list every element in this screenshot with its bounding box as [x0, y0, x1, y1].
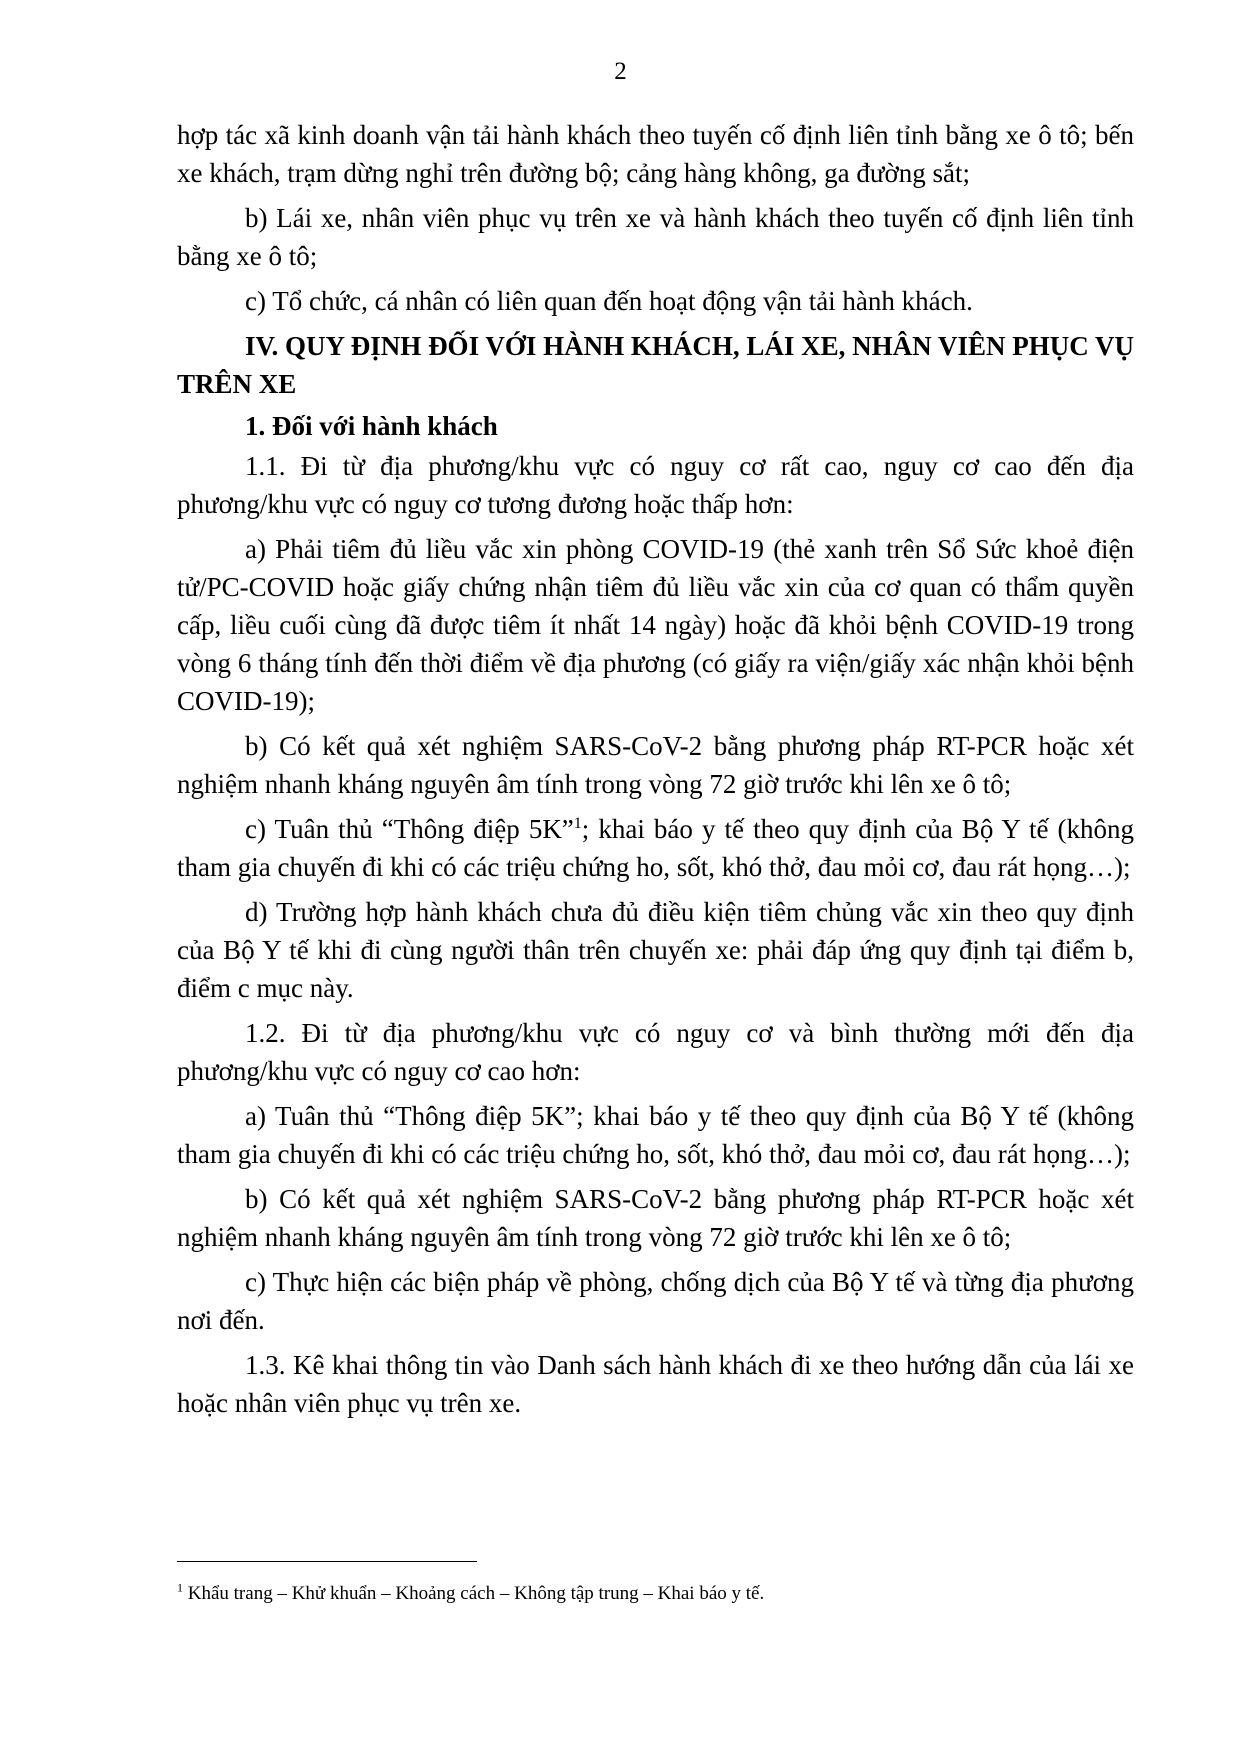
paragraph: b) Có kết quả xét nghiệm SARS-CoV-2 bằng phương pháp RT-PCR hoặc xét nghiệm nhanh kháng nguyên âm tính trong vòng 72 giờ trước khi lên xe ô tô; — [177, 731, 1134, 799]
paragraph: 1.3. Kê khai thông tin vào Danh sách hành khách đi xe theo hướng dẫn của lái xe hoặc nhân viên phục vụ trên xe. — [177, 1350, 1134, 1418]
paragraph: 1.2. Đi từ địa phương/khu vực có nguy cơ và bình thường mới đến địa phương/khu vực có nguy cơ cao hơn: — [177, 1018, 1134, 1086]
paragraph-text: c) Tuân thủ “Thông điệp 5K” — [245, 814, 574, 844]
subsection-heading-1: 1. Đối với hành khách — [245, 411, 498, 441]
paragraph: a) Tuân thủ “Thông điệp 5K”; khai báo y tế theo quy định của Bộ Y tế (không tham gia chuyến đi khi có các triệu chứng ho, sốt, khó thở, đau mỏi cơ, đau rát họng…); — [177, 1101, 1134, 1169]
paragraph: c) Thực hiện các biện pháp về phòng, chống dịch của Bộ Y tế và từng địa phương nơi đến. — [177, 1267, 1134, 1335]
paragraph-text: ; khai báo y tế theo quy định của Bộ Y tế (không tham gia chuyến đi khi có các triệu chứng ho, sốt, khó thở, đau mỏi cơ, đau rát họng…); — [177, 814, 1134, 882]
document-body — [177, 116, 1134, 1429]
paragraph: c) Tổ chức, cá nhân có liên quan đến hoạt động vận tải hành khách. — [245, 286, 973, 316]
footnote-mark: 1 — [177, 1580, 183, 1595]
page-number: 2 — [614, 58, 627, 85]
paragraph: d) Trường hợp hành khách chưa đủ điều kiện tiêm chủng vắc xin theo quy định của Bộ Y tế khi đi cùng người thân trên chuyến xe: phải đáp ứng quy định tại điểm b, điểm c mục này. — [177, 897, 1134, 1003]
paragraph — [177, 810, 1134, 886]
section-heading-iv: IV. QUY ĐỊNH ĐỐI VỚI HÀNH KHÁCH, LÁI XE, NHÂN VIÊN PHỤC VỤ TRÊN XE — [177, 331, 1134, 399]
paragraph: hợp tác xã kinh doanh vận tải hành khách theo tuyến cố định liên tỉnh bằng xe ô tô; bến xe khách, trạm dừng nghỉ trên đường bộ; cảng hàng không, ga đường sắt; — [177, 120, 1134, 188]
paragraph: b) Có kết quả xét nghiệm SARS-CoV-2 bằng phương pháp RT-PCR hoặc xét nghiệm nhanh kháng nguyên âm tính trong vòng 72 giờ trước khi lên xe ô tô; — [177, 1184, 1134, 1252]
footnote-reference: 1 — [573, 815, 582, 832]
footnote-separator — [177, 1561, 477, 1562]
paragraph: b) Lái xe, nhân viên phục vụ trên xe và hành khách theo tuyến cố định liên tỉnh bằng xe ô tô; — [177, 203, 1134, 271]
footnote-text: Khẩu trang – Khử khuẩn – Khoảng cách – Không tập trung – Khai báo y tế. — [183, 1583, 765, 1604]
footnote — [177, 1582, 1134, 1606]
paragraph: a) Phải tiêm đủ liều vắc xin phòng COVID-19 (thẻ xanh trên Sổ Sức khoẻ điện tử/PC-COVID hoặc giấy chứng nhận tiêm đủ liều vắc xin của cơ quan có thẩm quyền cấp, liều cuối cùng đã được tiêm ít nhất 14 ngày) hoặc đã khỏi bệnh COVID-19 trong vòng 6 tháng tính đến thời điểm về địa phương (có giấy ra viện/giấy xác nhận khỏi bệnh COVID-19); — [177, 534, 1134, 716]
paragraph: 1.1. Đi từ địa phương/khu vực có nguy cơ rất cao, nguy cơ cao đến địa phương/khu vực có nguy cơ tương đương hoặc thấp hơn: — [177, 451, 1134, 519]
